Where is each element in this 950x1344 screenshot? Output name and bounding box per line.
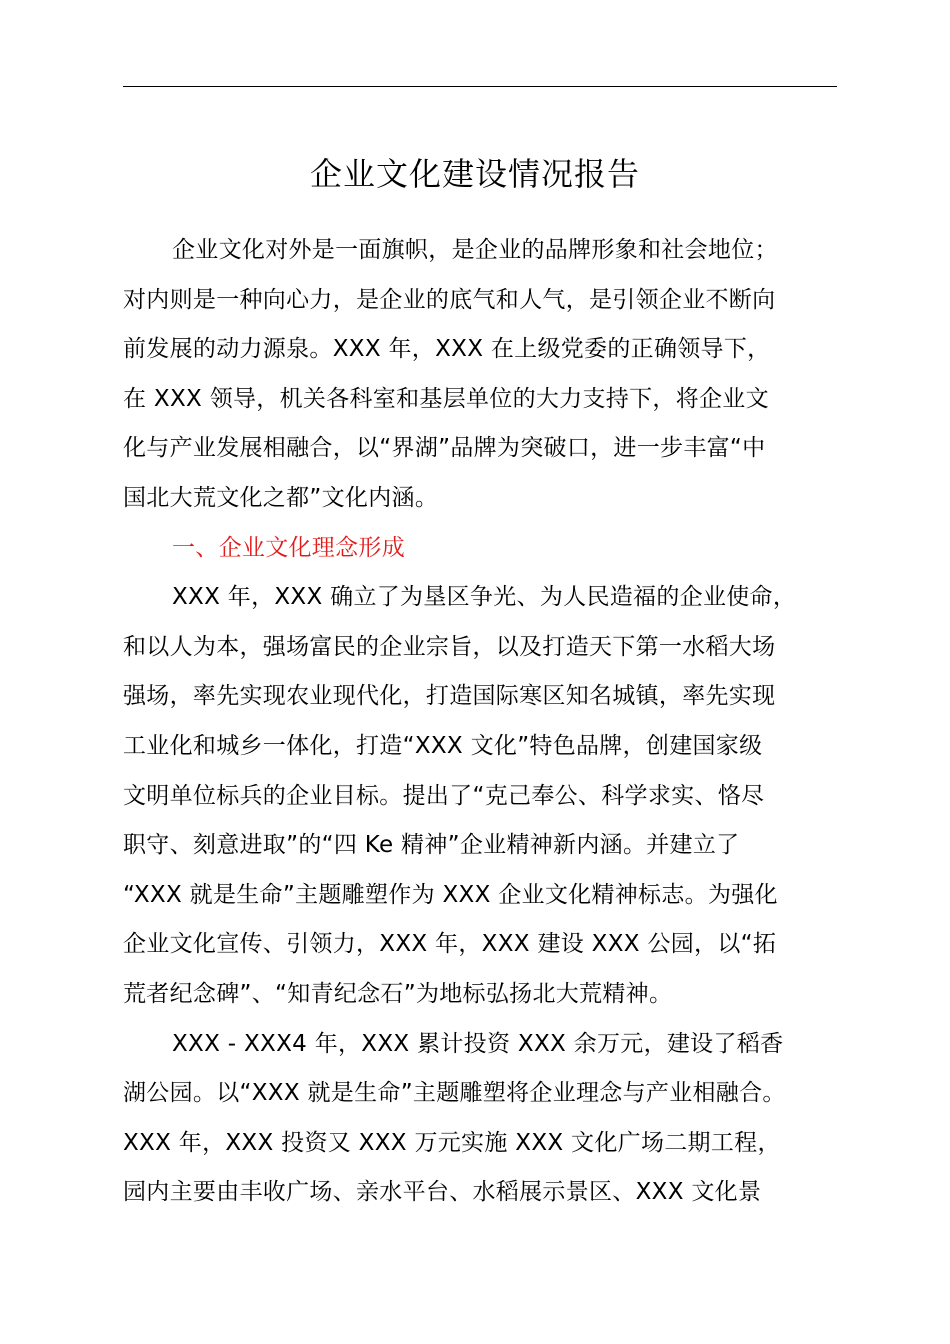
- text-line: 荒者纪念碑”、“知青纪念石”为地标弘扬北大荒精神。: [123, 980, 673, 1007]
- text-line: XXX 年，XXX 确立了为垦区争光、为人民造福的企业使命，: [172, 584, 797, 611]
- text-line: 湖公园。以“XXX 就是生命”主题雕塑将企业理念与产业相融合。: [123, 1080, 786, 1107]
- body-text: [123, 226, 863, 1218]
- header-rule: [123, 86, 837, 87]
- text-line: “XXX 就是生命”主题雕塑作为 XXX 企业文化精神标志。为强化: [123, 881, 778, 908]
- page-title: 企业文化建设情况报告: [309, 155, 640, 193]
- text-line: 工业化和城乡一体化，打造“XXX 文化”特色品牌，创建国家级: [123, 732, 763, 759]
- text-line: 化与产业发展相融合，以“界湖”品牌为突破口，进一步丰富“中: [123, 435, 766, 462]
- text-line: 在 XXX 领导，机关各科室和基层单位的大力支持下，将企业文: [123, 385, 769, 412]
- text-line: 强场，率先实现农业现代化，打造国际寒区知名城镇，率先实现: [123, 683, 776, 710]
- text-line: 对内则是一种向心力，是企业的底气和人气，是引领企业不断向: [123, 286, 776, 313]
- text-line: 和以人为本，强场富民的企业宗旨，以及打造天下第一水稻大场: [123, 633, 776, 660]
- text-line: 前发展的动力源泉。XXX 年，XXX 在上级党委的正确领导下，: [123, 336, 771, 363]
- text-line: 职守、刻意进取”的“四 Ke 精神”企业精神新内涵。并建立了: [123, 832, 740, 859]
- text-line: 企业文化对外是一面旗帜，是企业的品牌形象和社会地位；: [172, 237, 778, 263]
- text-line: XXX - XXX4 年，XXX 累计投资 XXX 余万元，建设了稻香: [172, 1030, 784, 1057]
- text-line: 国北大荒文化之都”文化内涵。: [123, 484, 439, 511]
- text-line: 文明单位标兵的企业目标。提出了“克己奉公、科学求实、恪尽: [123, 782, 765, 809]
- section-heading: 一、企业文化理念形成: [172, 534, 405, 561]
- text-line: XXX 年，XXX 投资又 XXX 万元实施 XXX 文化广场二期工程，: [123, 1129, 781, 1156]
- text-line: 企业文化宣传、引领力，XXX 年，XXX 建设 XXX 公园，以“拓: [123, 931, 777, 958]
- text-line: 园内主要由丰收广场、亲水平台、水稻展示景区、XXX 文化景: [123, 1179, 762, 1206]
